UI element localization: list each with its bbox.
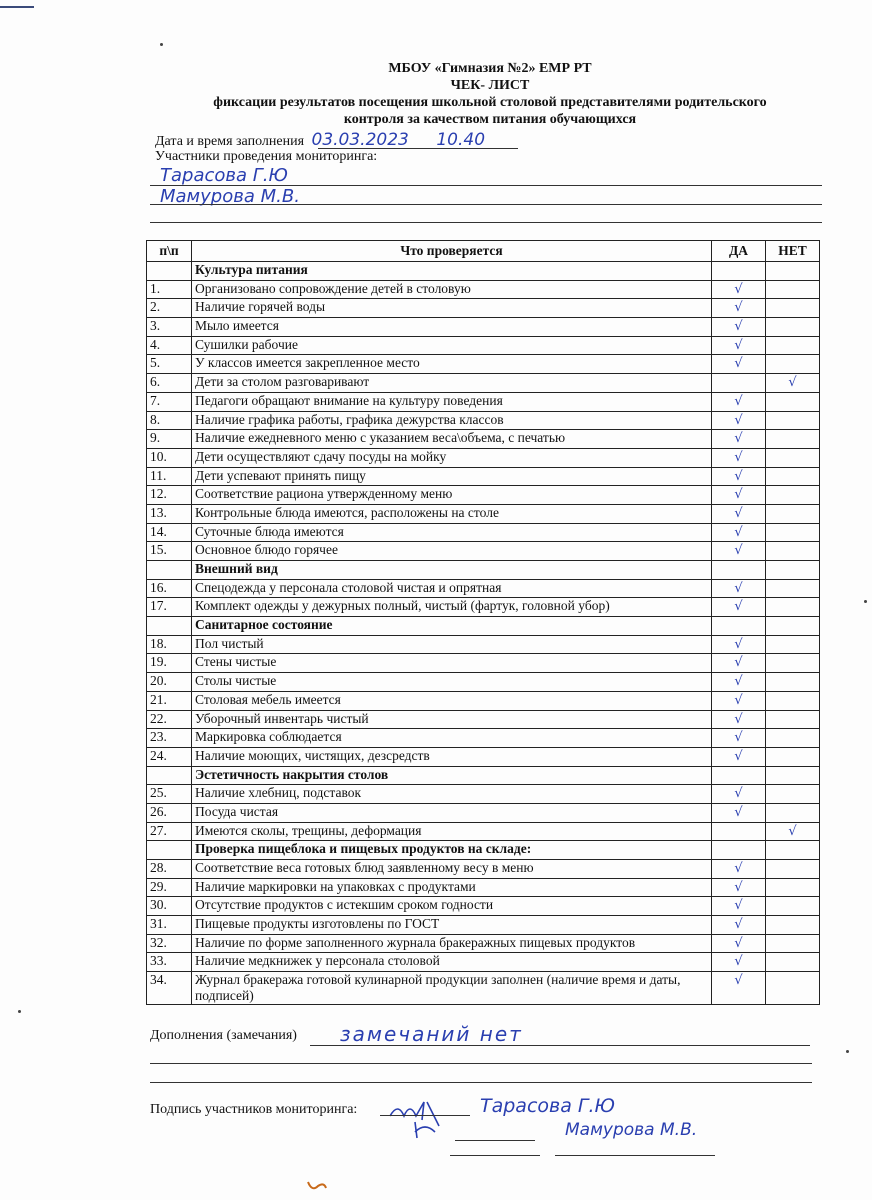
participants-label: Участники проведения мониторинга:: [155, 149, 378, 164]
row-number: 24.: [147, 747, 192, 766]
checkmark-icon: √: [734, 861, 743, 876]
notes-value: замечаний нет: [340, 1022, 523, 1046]
notes-label: Дополнения (замечания): [150, 1028, 297, 1043]
checkmark-icon: √: [734, 412, 743, 428]
section-header-row: [147, 262, 820, 281]
no-cell: [766, 430, 820, 449]
row-number: 2.: [147, 299, 192, 318]
table-row: [147, 747, 820, 766]
table-row: [147, 860, 820, 879]
checkmark-icon: √: [734, 524, 743, 540]
checkmark-icon: √: [734, 543, 743, 559]
yes-cell: [712, 542, 766, 561]
scan-edge-mark: [0, 6, 34, 8]
row-text: Педагоги обращают внимание на культуру поведения: [192, 392, 712, 411]
no-cell: [766, 691, 820, 710]
row-text: Сушилки рабочие: [192, 336, 712, 355]
checkmark-icon: √: [734, 954, 743, 970]
no-cell: [766, 411, 820, 430]
no-cell: [766, 504, 820, 523]
row-number: 14.: [147, 523, 192, 542]
yes-cell: [712, 504, 766, 523]
row-text: Мыло имеется: [192, 318, 712, 337]
row-text: Пищевые продукты изготовлены по ГОСТ: [192, 916, 712, 935]
signature-1: [385, 1092, 465, 1144]
no-cell: [766, 747, 820, 766]
row-number: 16.: [147, 579, 192, 598]
table-row: [147, 318, 820, 337]
yes-cell: [712, 374, 766, 393]
yes-cell: [712, 411, 766, 430]
table-row: [147, 392, 820, 411]
row-text: Уборочный инвентарь чистый: [192, 710, 712, 729]
no-cell: [766, 673, 820, 692]
checkmark-icon: √: [788, 823, 797, 839]
yes-cell: [712, 654, 766, 673]
no-cell: [766, 486, 820, 505]
row-text: Спецодежда у персонала столовой чистая и опрятная: [192, 579, 712, 598]
row-text: Столы чистые: [192, 673, 712, 692]
row-number: 13.: [147, 504, 192, 523]
sign-line-3: [450, 1155, 540, 1156]
row-text: Наличие ежедневного меню с указанием веса\объема, с печатью: [192, 430, 712, 449]
no-cell: [766, 448, 820, 467]
table-row: [147, 878, 820, 897]
row-number: 5.: [147, 355, 192, 374]
signer-2: Мамурова М.В.: [565, 1120, 698, 1140]
row-number: 1.: [147, 280, 192, 299]
table-row: [147, 355, 820, 374]
table-row: [147, 598, 820, 617]
no-cell: [766, 467, 820, 486]
yes-cell: [712, 934, 766, 953]
table-row: [147, 579, 820, 598]
no-cell: [766, 355, 820, 374]
no-cell: [766, 318, 820, 337]
table-row: [147, 822, 820, 841]
yes-cell: [712, 953, 766, 972]
no-cell: [766, 729, 820, 748]
school-name: МБОУ «Гимназия №2» ЕМР РТ: [388, 61, 592, 76]
no-cell: [766, 579, 820, 598]
yes-cell: [712, 822, 766, 841]
table-row: [147, 691, 820, 710]
participant-3-line: [150, 222, 822, 223]
date-row: [155, 130, 485, 150]
yes-cell: [712, 430, 766, 449]
checkmark-icon: √: [734, 281, 743, 297]
checkmark-icon: √: [734, 711, 743, 727]
no-cell: [766, 299, 820, 318]
table-row: [147, 785, 820, 804]
sign-line-2: [455, 1140, 535, 1141]
yes-cell: [712, 710, 766, 729]
row-text: Наличие графика работы, графика дежурства классов: [192, 411, 712, 430]
yes-cell: [712, 336, 766, 355]
no-cell: [766, 635, 820, 654]
yes-cell: [712, 897, 766, 916]
yes-cell: [712, 299, 766, 318]
row-number: 17.: [147, 598, 192, 617]
row-text: Имеются сколы, трещины, деформация: [192, 822, 712, 841]
sign-line-4: [555, 1155, 715, 1156]
table-row: [147, 542, 820, 561]
checkmark-icon: √: [734, 973, 743, 989]
checkmark-icon: √: [734, 393, 743, 409]
table-row: [147, 710, 820, 729]
yes-cell: [712, 860, 766, 879]
yes-cell: [712, 486, 766, 505]
col-header-num: п\п: [147, 241, 192, 262]
no-cell: [766, 934, 820, 953]
row-text: Дети успевают принять пищу: [192, 467, 712, 486]
table-row: [147, 280, 820, 299]
no-cell: [766, 710, 820, 729]
date-value: 03.03.2023: [311, 130, 409, 150]
yes-cell: [712, 785, 766, 804]
checkmark-icon: √: [734, 356, 743, 372]
no-cell: [766, 392, 820, 411]
checkmark-icon: √: [734, 730, 743, 746]
checkmark-icon: √: [734, 674, 743, 690]
yes-cell: [712, 691, 766, 710]
checkmark-icon: √: [734, 898, 743, 914]
row-number: 10.: [147, 448, 192, 467]
row-text: Дети осуществляют сдачу посуды на мойку: [192, 448, 712, 467]
checkmark-icon: √: [734, 599, 743, 615]
section-title: Эстетичность накрытия столов: [192, 766, 712, 785]
col-header-what: Что проверяется: [192, 241, 712, 262]
no-cell: [766, 785, 820, 804]
row-text: Отсутствие продуктов с истекшим сроком годности: [192, 897, 712, 916]
table-row: [147, 374, 820, 393]
section-header-row: [147, 766, 820, 785]
checkmark-icon: √: [734, 804, 743, 820]
section-header-row: [147, 841, 820, 860]
table-row: [147, 430, 820, 449]
table-row: [147, 635, 820, 654]
yes-cell: [712, 729, 766, 748]
section-title: Проверка пищеблока и пищевых продуктов на складе:: [192, 841, 712, 860]
table-row: [147, 467, 820, 486]
no-cell: [766, 897, 820, 916]
notes-line-1: [310, 1045, 810, 1046]
row-number: 34.: [147, 972, 192, 1005]
checkmark-icon: √: [734, 786, 743, 802]
document-subtitle-line1: фиксации результатов посещения школьной столовой представителями родительского: [213, 95, 767, 110]
row-text: Соответствие рациона утвержденному меню: [192, 486, 712, 505]
yes-cell: [712, 392, 766, 411]
row-number: 19.: [147, 654, 192, 673]
row-number: 28.: [147, 860, 192, 879]
yes-cell: [712, 673, 766, 692]
checkmark-icon: √: [734, 655, 743, 671]
no-cell: [766, 280, 820, 299]
scan-speck: [846, 1050, 849, 1053]
table-row: [147, 411, 820, 430]
row-text: Стены чистые: [192, 654, 712, 673]
row-text: Наличие горячей воды: [192, 299, 712, 318]
checklist-table: [146, 240, 820, 1005]
row-number: 27.: [147, 822, 192, 841]
row-number: 7.: [147, 392, 192, 411]
no-cell: [766, 654, 820, 673]
no-cell: [766, 336, 820, 355]
row-text: Журнал бракеража готовой кулинарной продукции заполнен (наличие время и даты, подписей): [192, 972, 712, 1005]
row-number: 8.: [147, 411, 192, 430]
yes-cell: [712, 916, 766, 935]
section-title: Культура питания: [192, 262, 712, 281]
checkmark-icon: √: [734, 337, 743, 353]
row-number: 15.: [147, 542, 192, 561]
row-number: 18.: [147, 635, 192, 654]
date-label: Дата и время заполнения: [155, 134, 305, 149]
no-cell: [766, 860, 820, 879]
row-number: 12.: [147, 486, 192, 505]
checkmark-icon: √: [734, 468, 743, 484]
signer-1: Тарасова Г.Ю: [480, 1095, 616, 1117]
table-row: [147, 523, 820, 542]
row-number: 29.: [147, 878, 192, 897]
row-number: 21.: [147, 691, 192, 710]
table-row: [147, 299, 820, 318]
row-text: Наличие маркировки на упаковках с продуктами: [192, 878, 712, 897]
table-row: [147, 336, 820, 355]
table-row: [147, 916, 820, 935]
table-row: [147, 673, 820, 692]
table-row: [147, 897, 820, 916]
notes-line-2: [150, 1063, 812, 1064]
scan-speck: [18, 1010, 21, 1013]
row-text: Контрольные блюда имеются, расположены на столе: [192, 504, 712, 523]
row-number: 11.: [147, 467, 192, 486]
row-text: Дети за столом разговаривают: [192, 374, 712, 393]
yes-cell: [712, 972, 766, 1005]
row-text: Маркировка соблюдается: [192, 729, 712, 748]
checkmark-icon: √: [734, 487, 743, 503]
table-row: [147, 934, 820, 953]
no-cell: [766, 822, 820, 841]
participant-2: Мамурова М.В.: [160, 186, 300, 207]
row-number: 30.: [147, 897, 192, 916]
section-header-row: [147, 617, 820, 636]
yes-cell: [712, 280, 766, 299]
yes-cell: [712, 635, 766, 654]
row-text: Организовано сопровождение детей в столовую: [192, 280, 712, 299]
no-cell: [766, 598, 820, 617]
table-row: [147, 953, 820, 972]
table-row: [147, 654, 820, 673]
row-number: 22.: [147, 710, 192, 729]
row-number: 25.: [147, 785, 192, 804]
sign-label: Подпись участников мониторинга:: [150, 1102, 358, 1117]
yes-cell: [712, 878, 766, 897]
checkmark-icon: √: [734, 879, 743, 895]
no-cell: [766, 972, 820, 1005]
checkmark-icon: √: [734, 319, 743, 335]
document-type: ЧЕК- ЛИСТ: [450, 78, 530, 93]
document-header: [150, 60, 830, 128]
no-cell: [766, 803, 820, 822]
row-number: 23.: [147, 729, 192, 748]
row-text: Наличие моющих, чистящих, дезсредств: [192, 747, 712, 766]
row-number: 4.: [147, 336, 192, 355]
checkmark-icon: √: [734, 431, 743, 447]
yes-cell: [712, 318, 766, 337]
row-number: 3.: [147, 318, 192, 337]
yes-cell: [712, 355, 766, 374]
participant-2-line: [150, 204, 822, 205]
col-header-no: НЕТ: [766, 241, 820, 262]
table-row: [147, 448, 820, 467]
row-number: 32.: [147, 934, 192, 953]
row-text: Столовая мебель имеется: [192, 691, 712, 710]
row-number: 6.: [147, 374, 192, 393]
row-number: 9.: [147, 430, 192, 449]
sign-line-1: [380, 1115, 470, 1116]
yes-cell: [712, 467, 766, 486]
time-value: 10.40: [436, 130, 486, 150]
row-number: 26.: [147, 803, 192, 822]
scan-blot: [305, 1178, 329, 1194]
row-text: У классов имеется закрепленное место: [192, 355, 712, 374]
checkmark-icon: √: [734, 748, 743, 764]
no-cell: [766, 916, 820, 935]
document-subtitle-line2: контроля за качеством питания обучающихся: [343, 112, 637, 127]
row-text: Посуда чистая: [192, 803, 712, 822]
checkmark-icon: √: [734, 935, 743, 951]
row-text: Суточные блюда имеются: [192, 523, 712, 542]
table-row: [147, 504, 820, 523]
no-cell: [766, 953, 820, 972]
row-text: Основное блюдо горячее: [192, 542, 712, 561]
section-title: Внешний вид: [192, 561, 712, 580]
section-title: Санитарное состояние: [192, 617, 712, 636]
row-text: Наличие по форме заполненного журнала бракеражных пищевых продуктов: [192, 934, 712, 953]
yes-cell: [712, 448, 766, 467]
row-number: 31.: [147, 916, 192, 935]
checkmark-icon: √: [734, 505, 743, 521]
table-header-row: [147, 241, 820, 262]
col-header-yes: ДА: [712, 241, 766, 262]
no-cell: [766, 523, 820, 542]
table-row: [147, 486, 820, 505]
row-number: 33.: [147, 953, 192, 972]
yes-cell: [712, 803, 766, 822]
scan-speck: [160, 43, 163, 46]
row-text: Комплект одежды у дежурных полный, чистый (фартук, головной убор): [192, 598, 712, 617]
checkmark-icon: √: [734, 300, 743, 316]
row-text: Соответствие веса готовых блюд заявленному весу в меню: [192, 860, 712, 879]
table-row: [147, 729, 820, 748]
scan-speck: [864, 600, 867, 603]
table-row: [147, 972, 820, 1005]
checkmark-icon: √: [734, 580, 743, 596]
checkmark-icon: √: [734, 917, 743, 933]
checkmark-icon: √: [788, 375, 797, 391]
no-cell: [766, 542, 820, 561]
checkmark-icon: √: [734, 692, 743, 708]
participant-1: Тарасова Г.Ю: [160, 165, 288, 186]
no-cell: [766, 878, 820, 897]
yes-cell: [712, 523, 766, 542]
section-header-row: [147, 561, 820, 580]
yes-cell: [712, 579, 766, 598]
table-row: [147, 803, 820, 822]
checkmark-icon: √: [734, 449, 743, 465]
checkmark-icon: √: [734, 636, 743, 652]
notes-line-3: [150, 1082, 812, 1083]
row-text: Наличие хлебниц, подставок: [192, 785, 712, 804]
row-text: Наличие медкнижек у персонала столовой: [192, 953, 712, 972]
no-cell: [766, 374, 820, 393]
row-number: 20.: [147, 673, 192, 692]
yes-cell: [712, 598, 766, 617]
yes-cell: [712, 747, 766, 766]
row-text: Пол чистый: [192, 635, 712, 654]
